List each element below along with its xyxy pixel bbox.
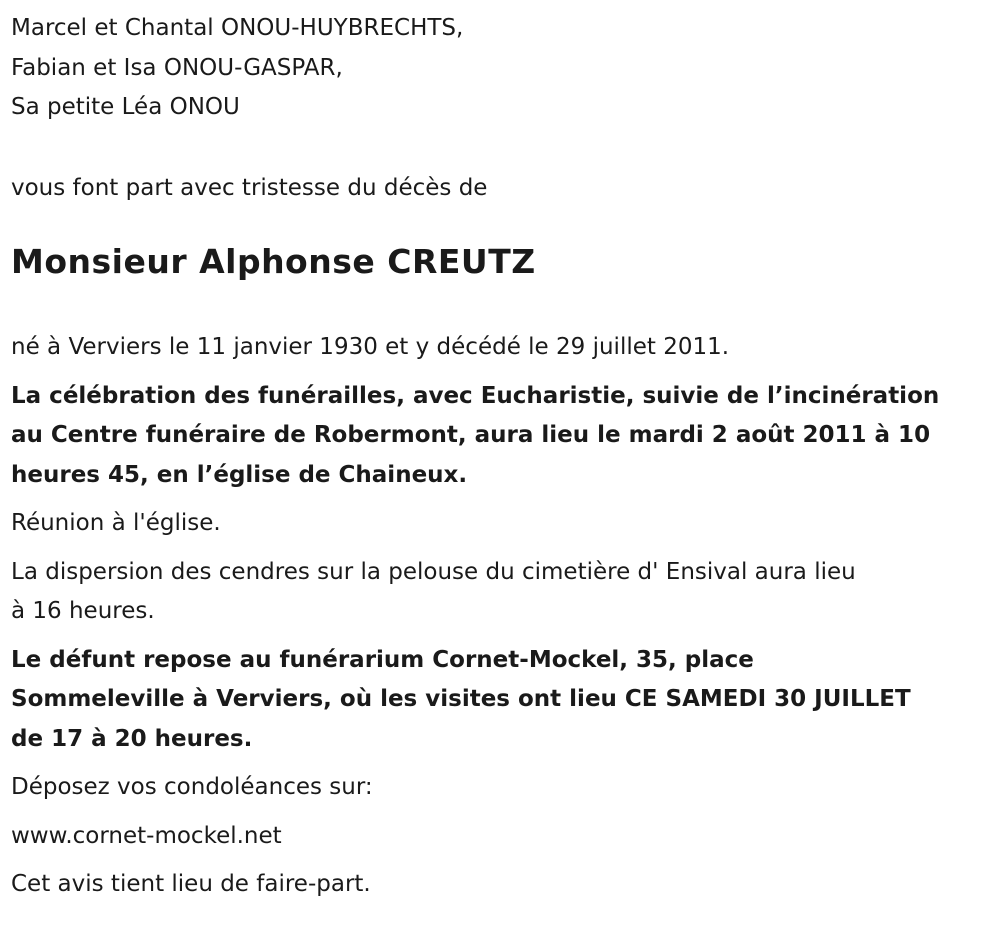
closing-line: Cet avis tient lieu de faire-part. — [11, 871, 371, 897]
visitation-line: Sommeleville à Verviers, où les visites ont lieu CE SAMEDI 30 JUILLET — [11, 686, 911, 712]
ashes-line: à 16 heures. — [11, 598, 155, 624]
visitation-line: de 17 à 20 heures. — [11, 725, 253, 752]
funeral-line: au Centre funéraire de Robermont, aura lieu le mardi 2 août 2011 à 10 — [11, 422, 931, 448]
birth-death-line: né à Verviers le 11 janvier 1930 et y décédé le 29 juillet 2011. — [11, 334, 730, 360]
announcer-line: Sa petite Léa ONOU — [11, 94, 240, 120]
meeting-line: Réunion à l'église. — [11, 510, 221, 536]
website-text — [11, 817, 993, 857]
funeral-line: La célébration des funérailles, avec Eucharistie, suivie de l’incinération — [11, 382, 940, 409]
condolences-line: Déposez vos condoléances sur: — [11, 774, 373, 800]
obituary-notice — [11, 9, 993, 914]
visitation-line: Le défunt repose au funérarium Cornet-Mockel, 35, place — [11, 646, 754, 673]
closing-text — [11, 865, 993, 905]
intro-text: vous font part avec tristesse du décès de — [11, 174, 488, 201]
announcer-line: Fabian et Isa ONOU-GASPAR, — [11, 54, 343, 81]
funeral-line: heures 45, en l’église de Chaineux. — [11, 461, 468, 488]
visitation-text — [11, 641, 993, 760]
funeral-text — [11, 377, 993, 496]
announcers-block — [11, 9, 993, 128]
spacer — [11, 128, 993, 169]
ashes-text — [11, 553, 993, 632]
meeting-text — [11, 504, 993, 544]
announcer-line: Marcel et Chantal ONOU-HUYBRECHTS, — [11, 15, 464, 41]
birth-death-text — [11, 328, 993, 368]
ashes-line: La dispersion des cendres sur la pelouse du cimetière d' Ensival aura lieu — [11, 558, 856, 585]
website-link[interactable]: www.cornet-mockel.net — [11, 822, 282, 849]
deceased-name: Monsieur Alphonse CREUTZ — [11, 242, 536, 281]
condolences-label — [11, 768, 993, 808]
